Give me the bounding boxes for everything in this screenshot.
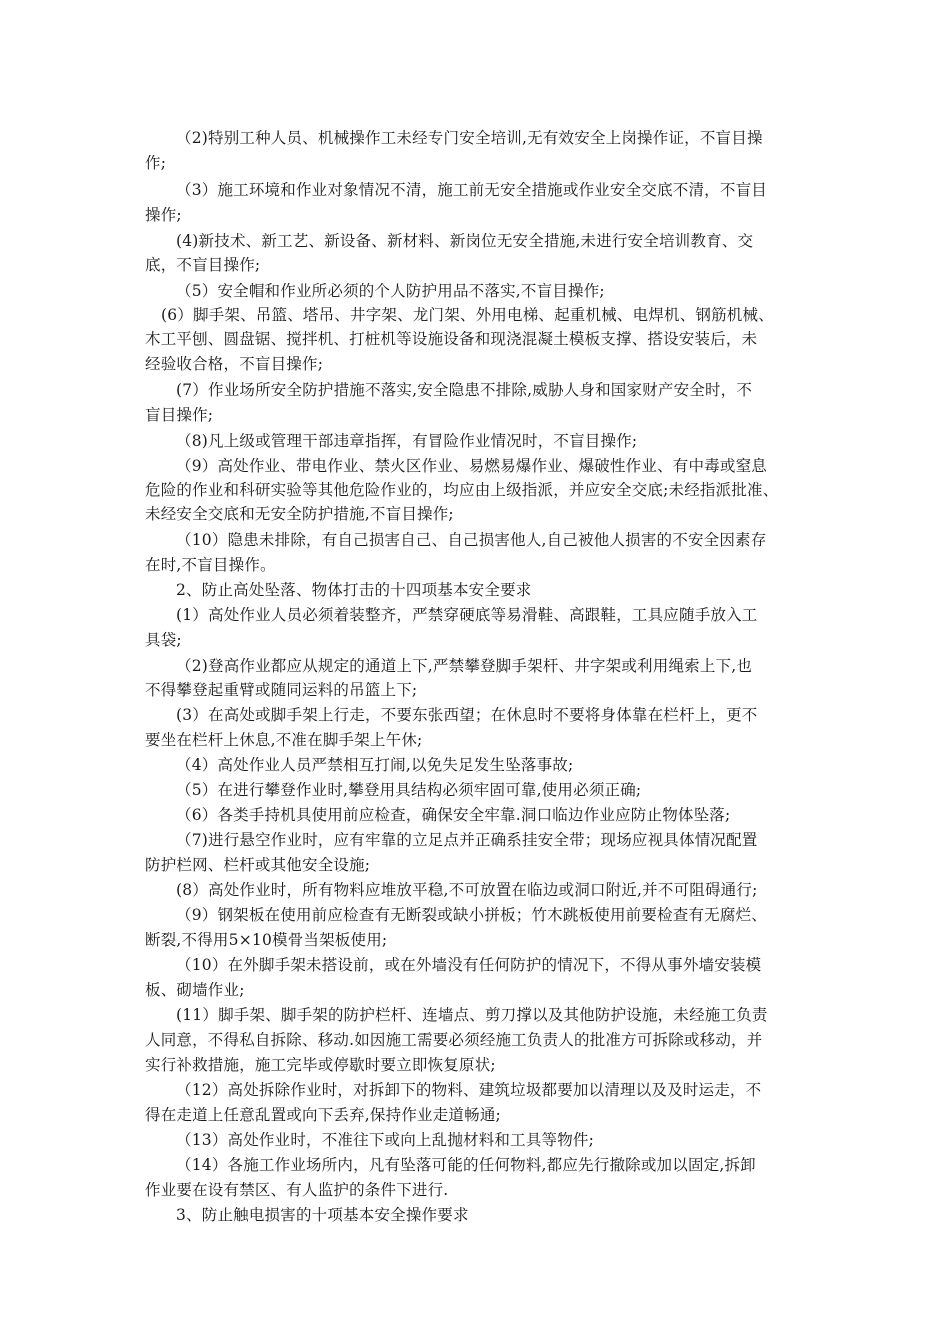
text-line: (4)新技术、新工艺、新设备、新材料、新岗位无安全措施,未进行安全培训教育、交 <box>176 232 754 250</box>
text-line: （10）隐患未排除，有自己损害自己、自己损害他人,自己被他人损害的不安全因素存 <box>176 531 767 549</box>
text-line: （8)凡上级或管理干部违章指挥，有冒险作业情况时，不盲目操作; <box>176 432 638 450</box>
text-line: (7）作业场所安全防护措施不落实,安全隐患不排除,威胁人身和国家财产安全时，不 <box>176 381 753 399</box>
text-line: （4）高处作业人员严禁相互打闹,以免失足发生坠落事故; <box>176 756 574 774</box>
text-line: 断裂,不得用5×10模骨当架板使用; <box>145 931 388 949</box>
text-line: （6）各类手持机具使用前应检查，确保安全牢靠.洞口临边作业应防止物体坠落; <box>176 806 731 824</box>
text-line: （12）高处拆除作业时，对拆卸下的物料、建筑垃圾都要加以清理以及及时运走，不 <box>176 1081 762 1099</box>
text-line: 得在走道上任意乱置或向下丢弃,保持作业走道畅通; <box>145 1106 501 1124</box>
text-line: (3）在高处或脚手架上行走，不要东张西望；在休息时不要将身体靠在栏杆上，更不 <box>176 706 758 724</box>
text-line: （2)特别工种人员、机械操作工未经专门安全培训,无有效安全上岗操作证，不盲目操 <box>176 129 763 147</box>
text-line: （7)进行悬空作业时，应有牢靠的立足点并正确系挂安全带；现场应视具体情况配置 <box>176 831 758 849</box>
text-line: 未经安全交底和无安全防护措施,不盲目操作; <box>145 505 454 523</box>
text-line: (6）脚手架、吊篮、塔吊、井字架、龙门架、外用电梯、起重机械、电焊机、钢筋机械、 <box>161 306 774 324</box>
text-line: 板、砌墙作业; <box>145 981 245 999</box>
text-line: （5）在进行攀登作业时,攀登用具结构必须牢固可靠,使用必须正确; <box>176 781 642 799</box>
text-line: 经验收合格，不盲目操作; <box>145 355 324 373</box>
text-line: （2)登高作业都应从规定的通道上下,严禁攀登脚手架杆、井字架或利用绳索上下,也 <box>176 657 753 675</box>
text-line: （14）各施工作业场所内，凡有坠落可能的任何物料,都应先行撤除或加以固定,拆卸 <box>176 1156 756 1174</box>
text-line: （9）高处作业、带电作业、禁火区作业、易燃易爆作业、爆破性作业、有中毒或窒息 <box>176 457 767 475</box>
text-line: 实行补救措施，施工完毕或停歇时要立即恢复原状; <box>145 1056 496 1074</box>
text-line: （10）在外脚手架未搭设前，或在外墙没有任何防护的情况下，不得从事外墙安装模 <box>176 956 762 974</box>
text-line: （9）钢架板在使用前应检查有无断裂或缺小拼板；竹木跳板使用前要检查有无腐烂、 <box>176 906 767 924</box>
text-line: 盲目操作; <box>145 406 214 424</box>
section-heading: 2、防止高处坠落、物体打击的十四项基本安全要求 <box>176 581 532 599</box>
text-line: （3）施工环境和作业对象情况不清，施工前无安全措施或作业安全交底不清，不盲目 <box>176 181 767 199</box>
section-heading: 3、防止触电损害的十项基本安全操作要求 <box>176 1206 469 1224</box>
text-line: 防护栏网、栏杆或其他安全设施; <box>145 856 371 874</box>
text-line: 木工平刨、圆盘锯、搅拌机、打桩机等设施设备和现浇混凝土模板支撑、搭设安装后，未 <box>145 330 758 348</box>
text-line: 作; <box>145 154 167 172</box>
text-line: （5）安全帽和作业所必须的个人防护用品不落实,不盲目操作; <box>176 282 605 300</box>
text-line: 具袋; <box>145 631 182 649</box>
text-line: 人同意，不得私自拆除、移动.如因施工需要必须经施工负责人的批准方可拆除或移动，并 <box>145 1031 763 1049</box>
text-line: 危险的作业和科研实验等其他危险作业的，均应由上级指派，并应安全交底;未经指派批准、 <box>145 481 779 499</box>
text-line: 作业要在设有禁区、有人监护的条件下进行. <box>145 1181 449 1199</box>
text-line: 要坐在栏杆上休息,不准在脚手架上午休; <box>145 731 423 749</box>
text-line: 操作; <box>145 206 182 224</box>
text-line: (11）脚手架、脚手架的防护栏杆、连墙点、剪刀撑以及其他防护设施，未经施工负责 <box>176 1006 768 1024</box>
text-line: 在时,不盲目操作。 <box>145 556 276 574</box>
text-line: 底，不盲目操作; <box>145 256 261 274</box>
text-line: (1）高处作业人员必须着装整齐，严禁穿硬底等易滑鞋、高跟鞋，工具应随手放入工 <box>176 606 758 624</box>
text-line: (8）高处作业时，所有物料应堆放平稳,不可放置在临边或洞口附近,并不可阻碍通行; <box>176 881 758 899</box>
text-line: 不得攀登起重臂或随同运料的吊篮上下; <box>145 681 418 699</box>
text-line: （13）高处作业时，不准往下或向上乱抛材料和工具等物件; <box>176 1131 595 1149</box>
